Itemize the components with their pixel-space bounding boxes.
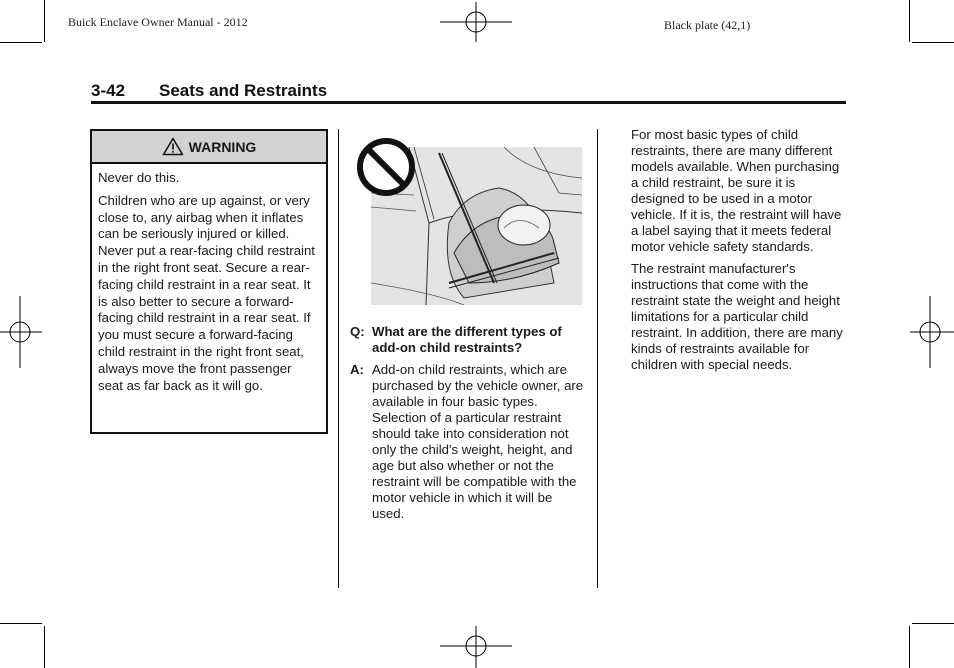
crop-mark bbox=[909, 0, 910, 42]
warning-box bbox=[90, 129, 328, 434]
child-seat-illustration bbox=[354, 133, 584, 307]
crop-mark bbox=[0, 42, 42, 43]
crop-mark bbox=[0, 623, 42, 624]
warning-header bbox=[92, 131, 326, 164]
section-title: Seats and Restraints bbox=[159, 81, 328, 100]
warning-paragraph: Children who are up against, or very close to, any airbag when it inflates can be seriously injured or killed. Never put a rear-facing child restraint in the right front seat. Secure a rear-facing child restraint in a rear seat. It is also better to secure a forward-facing child restraint in a rear seat. If you must secure a forward-facing child restraint in the right front seat, always move the front passenger seat as far back as it will go. bbox=[98, 192, 315, 393]
plate-label: Black plate (42,1) bbox=[664, 18, 751, 32]
crop-mark bbox=[912, 42, 954, 43]
question-label: Q: bbox=[350, 324, 365, 339]
manual-title: Buick Enclave Owner Manual - 2012 bbox=[68, 15, 248, 29]
answer-label: A: bbox=[350, 362, 364, 377]
qa-block bbox=[350, 324, 584, 528]
page-number: 3-42 bbox=[91, 81, 126, 100]
answer-text: Add-on child restraints, which are purchased by the vehicle owner, are available in four basic types. Selection of a particular restraint should take into consideration not only the child's weight, height, and age but also whether or not the restraint will be compatible with the motor vehicle in which it will be used. bbox=[372, 362, 584, 521]
right-column bbox=[631, 127, 846, 379]
crop-mark bbox=[44, 626, 45, 668]
prohibition-icon bbox=[360, 141, 412, 193]
warning-label: WARNING bbox=[188, 138, 257, 155]
question-item bbox=[350, 324, 584, 356]
crop-mark bbox=[44, 0, 45, 42]
warning-paragraph: Never do this. bbox=[98, 170, 180, 185]
crop-mark bbox=[909, 626, 910, 668]
body-paragraph: For most basic types of child restraints, there are many different models available. When purchasing a child restraint, be sure it is designed to be used in a motor vehicle. If it is, the restraint will have a label saying that it meets federal motor vehicle safety standards. bbox=[631, 127, 842, 254]
registration-mark-icon bbox=[440, 2, 512, 42]
heading-rule bbox=[91, 101, 846, 104]
body-paragraph: The restraint manufacturer's instructions that come with the restraint state the weight and height limitations for a particular child restraint. In addition, there are many kinds of restraints available for children with special needs. bbox=[631, 261, 843, 372]
section-heading bbox=[91, 81, 327, 101]
question-text: What are the different types of add-on child restraints? bbox=[372, 324, 562, 355]
column-divider bbox=[597, 129, 598, 588]
crop-mark bbox=[912, 623, 954, 624]
answer-item bbox=[350, 362, 584, 522]
registration-mark-icon bbox=[910, 296, 954, 368]
registration-mark-icon bbox=[440, 626, 512, 668]
warning-body bbox=[92, 164, 326, 394]
registration-mark-icon bbox=[0, 296, 42, 368]
warning-triangle-icon bbox=[162, 137, 184, 156]
column-divider bbox=[338, 129, 339, 588]
